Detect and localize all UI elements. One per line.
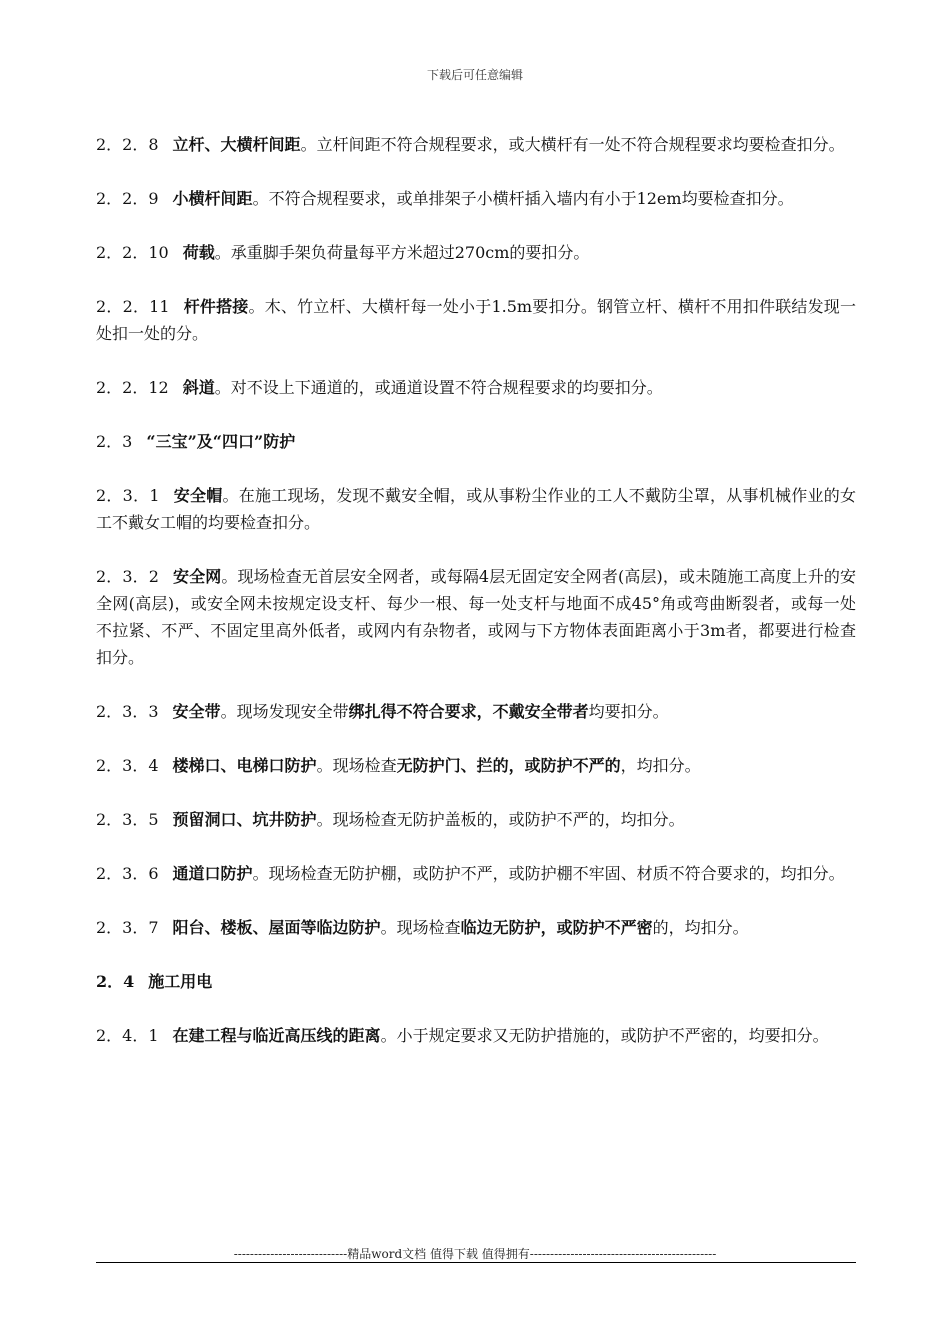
clause-title: 立杆、大横杆间距 [172,135,301,154]
clause-title: 安全网 [172,567,222,586]
clause-paragraph [96,185,856,212]
clause-text: 的，均扣分。 [652,918,749,937]
clause-paragraph [96,482,856,536]
clause-paragraph [96,1022,856,1049]
clause-text: ，均扣分。 [620,756,701,775]
clause-paragraph [96,752,856,779]
clause-number: 2．2．12 [96,378,169,397]
clause-paragraph [96,914,856,941]
clause-number: 2．2．8 [96,135,159,154]
clause-title: 杆件搭接 [183,297,249,316]
clause-text: 。木、竹立杆、大横杆每一处小于1.5m要扣分。钢管立杆、横杆不用扣件联结发现一处扣一处的分。 [96,297,856,343]
clause-emphasis: 绑扎得不符合要求，不戴安全带者 [348,702,589,721]
clause-paragraph [96,131,856,158]
clause-paragraph [96,563,856,671]
clause-text: 。对不设上下通道的，或通道设置不符合规程要求的均要扣分。 [214,378,663,397]
clause-text: 。现场检查无防护棚，或防护不严，或防护棚不牢固、材质不符合要求的，均扣分。 [252,864,845,883]
page-header: 下载后可任意编辑 [426,68,523,82]
clause-number: 2．3．3 [96,702,159,721]
clause-text: 。不符合规程要求，或单排架子小横杆插入墙内有小于12em均要检查扣分。 [252,189,794,208]
clause-emphasis: 无防护门、拦的，或防护不严的 [396,756,621,775]
clause-title: 在建工程与临近高压线的距离 [172,1026,381,1045]
clause-title: 安全帽 [173,486,223,505]
footer-divider [96,1262,856,1263]
clause-text: 。现场检查无首层安全网者，或每隔4层无固定安全网者(高层)，或未随施工高度上升的安全网(高层)，或安全网未按规定设支杆、每少一根、每一处支杆与地面不成45°角或弯曲断裂者，或每一处不拉紧、不严、不固定里高外低者，或网内有杂物者，或网与下方物体表面距离小于3m者，都要进行检查扣分。 [96,567,856,667]
clause-title: 安全带 [172,702,221,721]
clause-title: 阳台、楼板、屋面等临边防护 [172,918,381,937]
clause-title: 预留洞口、坑井防护 [172,810,317,829]
clause-number: 2．3．1 [96,486,160,505]
clause-title: 小横杆间距 [172,189,253,208]
clause-paragraph [96,239,856,266]
clause-paragraph [96,698,856,725]
clause-number: 2．3．2 [96,567,159,586]
page-footer: ----------------------------精品word文档 值得下载 值得拥有---------------------------------------------- [233,1247,717,1261]
clause-title: 施工用电 [148,972,213,991]
clause-paragraph [96,968,856,995]
clause-number: 2．2．10 [96,243,169,262]
clause-text: 。立杆间距不符合规程要求，或大横杆有一处不符合规程要求均要检查扣分。 [300,135,845,154]
clause-number: 2．3．4 [96,756,159,775]
clause-number: 2．2．11 [96,297,170,316]
clause-text: 。小于规定要求又无防护措施的，或防护不严密的，均要扣分。 [380,1026,829,1045]
clause-emphasis: 临边无防护，或防护不严密 [460,918,653,937]
clause-number: 2．3．7 [96,918,159,937]
clause-number: 2．3．6 [96,864,159,883]
clause-text: 。现场检查 [380,918,461,937]
clause-text: 均要扣分。 [588,702,669,721]
clause-paragraph [96,374,856,401]
clause-title: 斜道 [182,378,215,397]
clause-number: 2．2．9 [96,189,159,208]
clause-paragraph [96,860,856,887]
clause-paragraph [96,293,856,347]
clause-title: 通道口防护 [172,864,253,883]
clause-paragraph [96,428,856,455]
clause-text: 。现场检查 [316,756,397,775]
document-body [96,131,856,1076]
clause-text: 。现场发现安全带 [220,702,349,721]
clause-title: 楼梯口、电梯口防护 [172,756,317,775]
clause-paragraph [96,806,856,833]
clause-number: 2．3．5 [96,810,159,829]
clause-title: 荷载 [182,243,215,262]
clause-number: 2．4 [96,972,135,991]
clause-number: 2．3 [96,432,133,451]
clause-text: 。现场检查无防护盖板的，或防护不严的，均扣分。 [316,810,685,829]
clause-number: 2．4．1 [96,1026,159,1045]
clause-text: 。在施工现场，发现不戴安全帽，或从事粉尘作业的工人不戴防尘罩，从事机械作业的女工不戴女工帽的均要检查扣分。 [96,486,856,532]
clause-text: 。承重脚手架负荷量每平方米超过270cm的要扣分。 [214,243,590,262]
clause-title: “三宝”及“四口”防护 [146,432,296,451]
